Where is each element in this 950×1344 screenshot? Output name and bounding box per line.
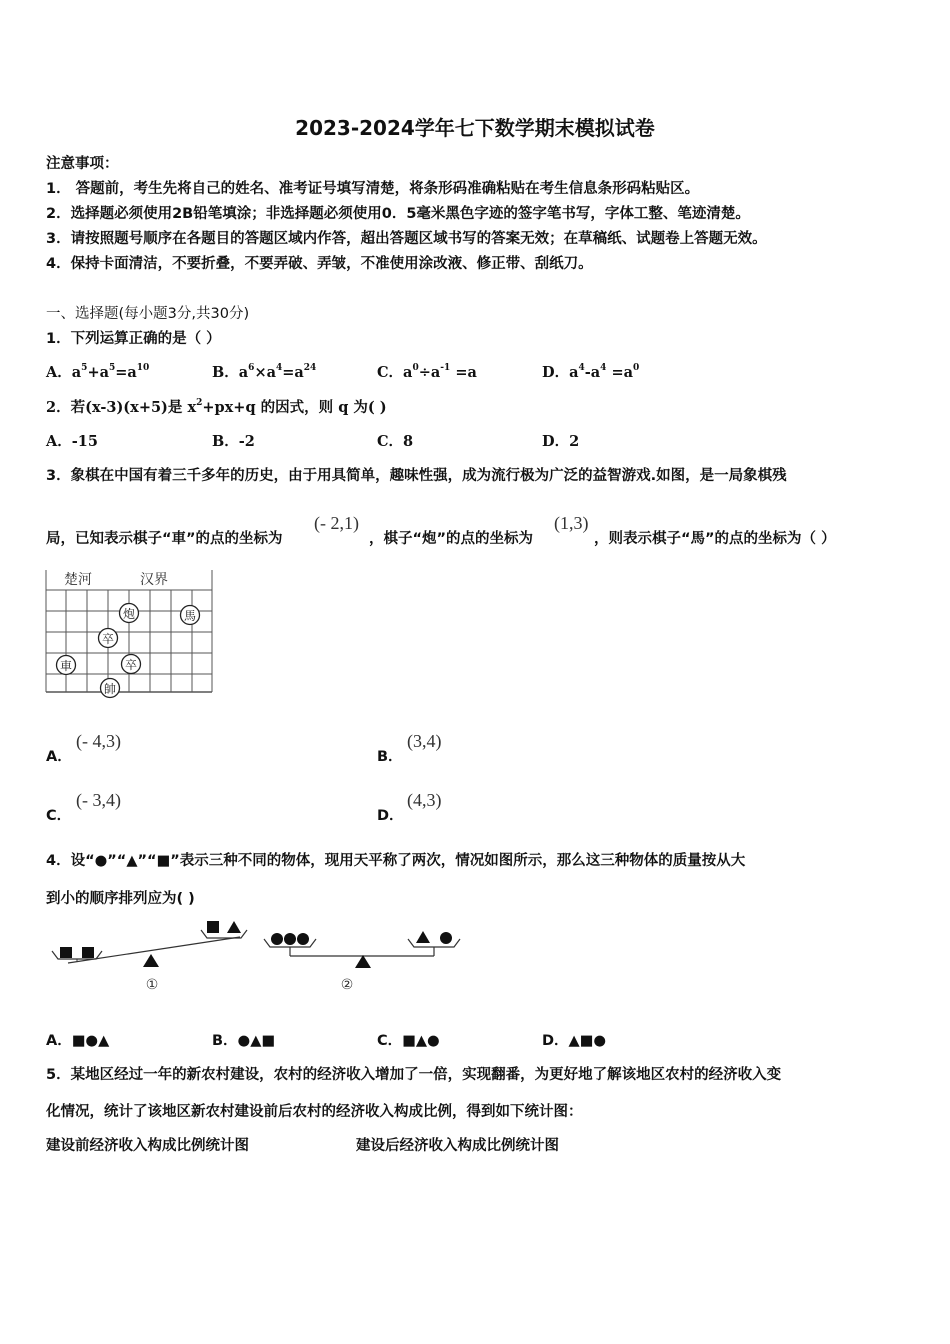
chess-piece-ma (181, 606, 200, 625)
river-right-label: 汉界 (140, 572, 168, 588)
river-left-label: 楚河 (64, 572, 92, 588)
q4-stem-line1: 4．设“●”“▲”“■”表示三种不同的物体，现用天平称了两次，情况如图所示，那么这三种物体的质量按从大 (46, 853, 746, 869)
page-title: 2023-2024学年七下数学期末模拟试卷 (295, 116, 655, 140)
q3-stem-line1: 3．象棋在中国有着三千多年的历史，由于用具简单，趣味性强，成为流行极为广泛的益智游戏.如图，是一局象棋残 (46, 468, 787, 484)
q3-option-a-label[interactable]: A． (46, 749, 72, 765)
notice-item-2: 2．选择题必须使用2B铅笔填涂；非选择题必须使用0．5毫米黑色字迹的签字笔书写，字体工整、笔迹清楚。 (46, 206, 750, 222)
scale-2-label: ② (340, 977, 354, 993)
notice-item-1: 1． 答题前，考生先将自己的姓名、准考证号填写清楚，将条形码准确粘贴在考生信息条形码粘贴区。 (46, 181, 700, 197)
q3-option-a-value[interactable]: (- 4,3) (76, 731, 121, 751)
chess-piece-zu-bottom (122, 655, 141, 674)
q1-option-d[interactable]: D．$a^4-a^4 =a^0$ (542, 363, 640, 381)
chess-board-figure (40, 566, 220, 706)
notice-item-3: 3．请按照题号顺序在各题目的答题区域内作答，超出答题区域书写的答案无效；在草稿纸、试题卷上答题无效。 (46, 231, 767, 247)
q3-option-c-value[interactable]: (- 3,4) (76, 790, 121, 810)
q2-stem: 2．若(x-3)(x+5)是 $x^2+px+q$ 的因式，则 q 为( ) (46, 398, 387, 416)
q1-option-a[interactable]: A．$a^5+a^5=a^{10}$ (46, 363, 150, 381)
q5-chart-before-title: 建设前经济收入构成比例统计图 (46, 1138, 249, 1154)
q3-coord-pao: (1,3) (554, 513, 589, 533)
q2-option-d[interactable]: D．2 (542, 433, 580, 450)
svg-text:帥: 帥 (103, 682, 117, 696)
q3-stem-line2c: ，则表示棋子“馬”的点的坐标为（ ） (594, 531, 836, 547)
q4-option-a[interactable]: A．■●▲ (46, 1033, 110, 1049)
q2-option-a[interactable]: A．-15 (46, 433, 98, 450)
section-heading: 一、选择题(每小题3分,共30分) (46, 306, 250, 322)
q1-option-b[interactable]: B．$a^6\times a^4=a^{24}$ (212, 363, 317, 381)
chess-piece-pao (120, 604, 139, 623)
balance-scale-2 (260, 915, 465, 997)
svg-text:車: 車 (59, 659, 73, 673)
chess-piece-che (57, 656, 76, 675)
chess-piece-zu-top (99, 629, 118, 648)
notice-heading: 注意事项： (46, 156, 119, 172)
q3-option-c-label[interactable]: C． (46, 808, 72, 824)
q5-stem-line2: 化情况，统计了该地区新农村建设前后农村的经济收入构成比例，得到如下统计图： (46, 1104, 583, 1120)
q2-option-c[interactable]: C．8 (377, 433, 414, 450)
scale-1-label: ① (145, 977, 159, 993)
q3-option-d-value[interactable]: (4,3) (407, 790, 442, 810)
q1-stem: 1．下列运算正确的是（ ） (46, 331, 221, 347)
q4-option-b[interactable]: B．●▲■ (212, 1033, 276, 1049)
balance-scale-1 (48, 915, 248, 997)
q4-option-c[interactable]: C．■▲● (377, 1033, 440, 1049)
svg-text:炮: 炮 (122, 607, 136, 621)
svg-text:卒: 卒 (124, 658, 138, 672)
q3-stem-line2b: ，棋子“炮”的点的坐标为 (369, 531, 534, 547)
q3-option-b-value[interactable]: (3,4) (407, 731, 442, 751)
svg-text:馬: 馬 (183, 609, 197, 623)
q1-option-c[interactable]: C．$a^0\div a^{-1} =a$ (377, 363, 477, 381)
notice-item-4: 4．保持卡面清洁，不要折叠，不要弄破、弄皱，不准使用涂改液、修正带、刮纸刀。 (46, 256, 593, 272)
q3-coord-che: (- 2,1) (314, 513, 359, 533)
q4-stem-line2: 到小的顺序排列应为( ) (46, 891, 195, 907)
q2-option-b[interactable]: B．-2 (212, 433, 255, 450)
q3-option-b-label[interactable]: B． (377, 749, 403, 765)
q5-chart-after-title: 建设后经济收入构成比例统计图 (356, 1138, 559, 1154)
q5-stem-line1: 5．某地区经过一年的新农村建设，农村的经济收入增加了一倍，实现翻番，为更好地了解该地区农村的经济收入变 (46, 1067, 782, 1083)
svg-text:卒: 卒 (101, 632, 115, 646)
q4-option-d[interactable]: D．▲■● (542, 1033, 607, 1049)
q3-option-d-label[interactable]: D． (377, 808, 404, 824)
q3-stem-line2a: 局，已知表示棋子“車”的点的坐标为 (46, 531, 283, 547)
chess-piece-shuai (101, 679, 120, 698)
